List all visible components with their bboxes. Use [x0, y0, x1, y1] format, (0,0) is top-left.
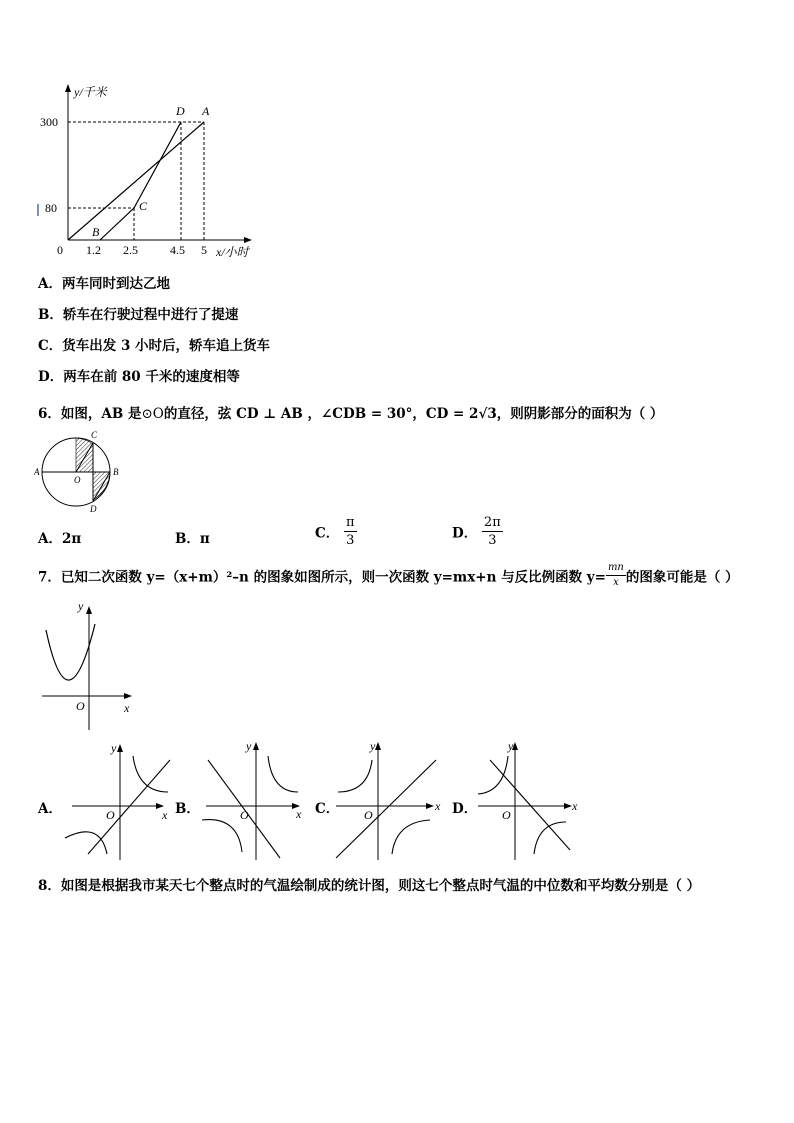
label-y: y	[111, 741, 117, 755]
q5-option-a: A．两车同时到达乙地	[38, 276, 170, 292]
y-axis-label: y/千米	[74, 85, 107, 99]
linear-line	[490, 760, 570, 850]
q5-option-c: C．货车出发 3 小时后，轿车追上货车	[38, 338, 271, 354]
label-B: B	[113, 467, 119, 477]
q7-option-b-graph	[198, 736, 313, 862]
line-BCD	[100, 122, 181, 240]
label-y: y	[508, 739, 514, 753]
hyperbola-branch-1	[133, 756, 168, 792]
q7-stem	[38, 563, 739, 588]
q6-option-d-den: 3	[488, 533, 497, 548]
q6-option-c-label: C．	[315, 525, 340, 542]
label-D: D	[90, 504, 97, 514]
q6-option-c-fraction	[344, 516, 357, 547]
hyperbola-branch-2	[392, 820, 430, 854]
q6-option-b: B．π	[175, 531, 210, 547]
q6-option-d	[452, 516, 503, 547]
q7-frac-num: mn	[606, 563, 626, 576]
origin-label: 0	[57, 243, 63, 257]
q7-option-d-label: D．	[452, 801, 478, 817]
y-axis-arrow	[253, 742, 259, 750]
x-tick-1.2: 1.2	[86, 243, 101, 257]
q6-stem-part2: 的直径，弦 CD ⊥ AB ，∠CDB = 30°，CD = 2√3，则阴影部分的面积为（ ）	[163, 406, 664, 422]
label-o: O	[76, 699, 85, 713]
q6-option-c-den: 3	[346, 533, 355, 548]
point-A: A	[202, 104, 210, 118]
label-O: O	[74, 475, 81, 485]
x-axis-label: x/小时	[216, 245, 249, 259]
y-axis-arrow	[117, 744, 123, 752]
q6-option-d-num: 2π	[483, 515, 501, 530]
q6-stem-part1: 6．如图，AB 是	[38, 406, 142, 422]
x-axis-arrow	[124, 693, 132, 699]
q7-stem-fraction	[606, 563, 626, 588]
label-x: x	[124, 701, 130, 715]
x-tick-5: 5	[201, 243, 207, 257]
hyperbola-branch-2	[65, 832, 107, 854]
line-OA	[68, 122, 204, 240]
q5-option-b: B．轿车在行驶过程中进行了提速	[38, 307, 239, 323]
point-D: D	[176, 104, 185, 118]
y-axis-arrow	[65, 84, 71, 92]
q7-option-d-graph	[472, 736, 587, 862]
label-x: x	[572, 799, 578, 813]
q7-parabola-graph	[38, 598, 143, 733]
label-o: O	[502, 808, 511, 822]
x-tick-4.5: 4.5	[170, 243, 185, 257]
x-tick-2.5: 2.5	[123, 243, 138, 257]
q8-stem: 8．如图是根据我市某天七个整点时的气温绘制成的统计图，则这七个整点时气温的中位数和平均数分别是（ ）	[38, 878, 701, 894]
q7-stem-part1: 7．已知二次函数 y=（x+m）²–n 的图象如图所示，则一次函数 y=mx+n 与反比例函数 y=	[38, 569, 606, 586]
q6-stem	[38, 402, 663, 422]
q6-option-a: A．2π	[38, 531, 82, 547]
y-axis-arrow	[375, 742, 381, 750]
q6-option-d-fraction	[482, 516, 503, 547]
q7-option-c-label: C．	[315, 801, 340, 817]
q7-option-c-graph	[330, 736, 455, 862]
q6-option-c	[315, 516, 357, 547]
label-A: A	[34, 467, 40, 477]
q5-option-d: D．两车在前 80 千米的速度相等	[38, 369, 240, 385]
y-axis-arrow	[86, 606, 92, 614]
hyperbola-branch-1	[478, 756, 508, 794]
label-y: y	[370, 739, 376, 753]
q6-option-c-num: π	[345, 515, 355, 530]
linear-line	[336, 760, 436, 858]
q6-option-d-label: D．	[452, 525, 478, 542]
label-o: O	[364, 808, 373, 822]
hyperbola-branch-1	[338, 760, 372, 792]
q5-distance-time-graph	[30, 80, 290, 265]
q7-option-b-label: B．	[175, 801, 200, 817]
x-axis-arrow	[244, 237, 252, 243]
label-o: O	[240, 808, 249, 822]
x-axis-arrow	[564, 803, 572, 809]
label-y: y	[246, 739, 252, 753]
label-x: x	[435, 799, 441, 813]
q7-frac-den: x	[613, 577, 619, 588]
y-tick-300: 300	[40, 115, 58, 129]
q7-option-a-graph	[60, 736, 175, 862]
q7-stem-part2: 的图象可能是（ ）	[625, 569, 739, 586]
q7-option-a-label: A．	[38, 801, 62, 817]
label-C: C	[91, 430, 98, 440]
x-axis-arrow	[426, 803, 434, 809]
hyperbola-branch-1	[268, 756, 298, 792]
y-tick-80: 80	[45, 201, 57, 215]
q6-circle-figure	[34, 428, 126, 516]
q6-circle-symbol: ⊙O	[141, 406, 164, 422]
label-y: y	[78, 599, 84, 613]
hyperbola-branch-2	[202, 820, 242, 852]
point-B: B	[92, 225, 100, 239]
label-o: O	[106, 808, 115, 822]
label-x: x	[162, 808, 168, 822]
point-C: C	[139, 199, 148, 213]
label-x: x	[296, 807, 302, 821]
parabola-curve	[46, 624, 95, 680]
